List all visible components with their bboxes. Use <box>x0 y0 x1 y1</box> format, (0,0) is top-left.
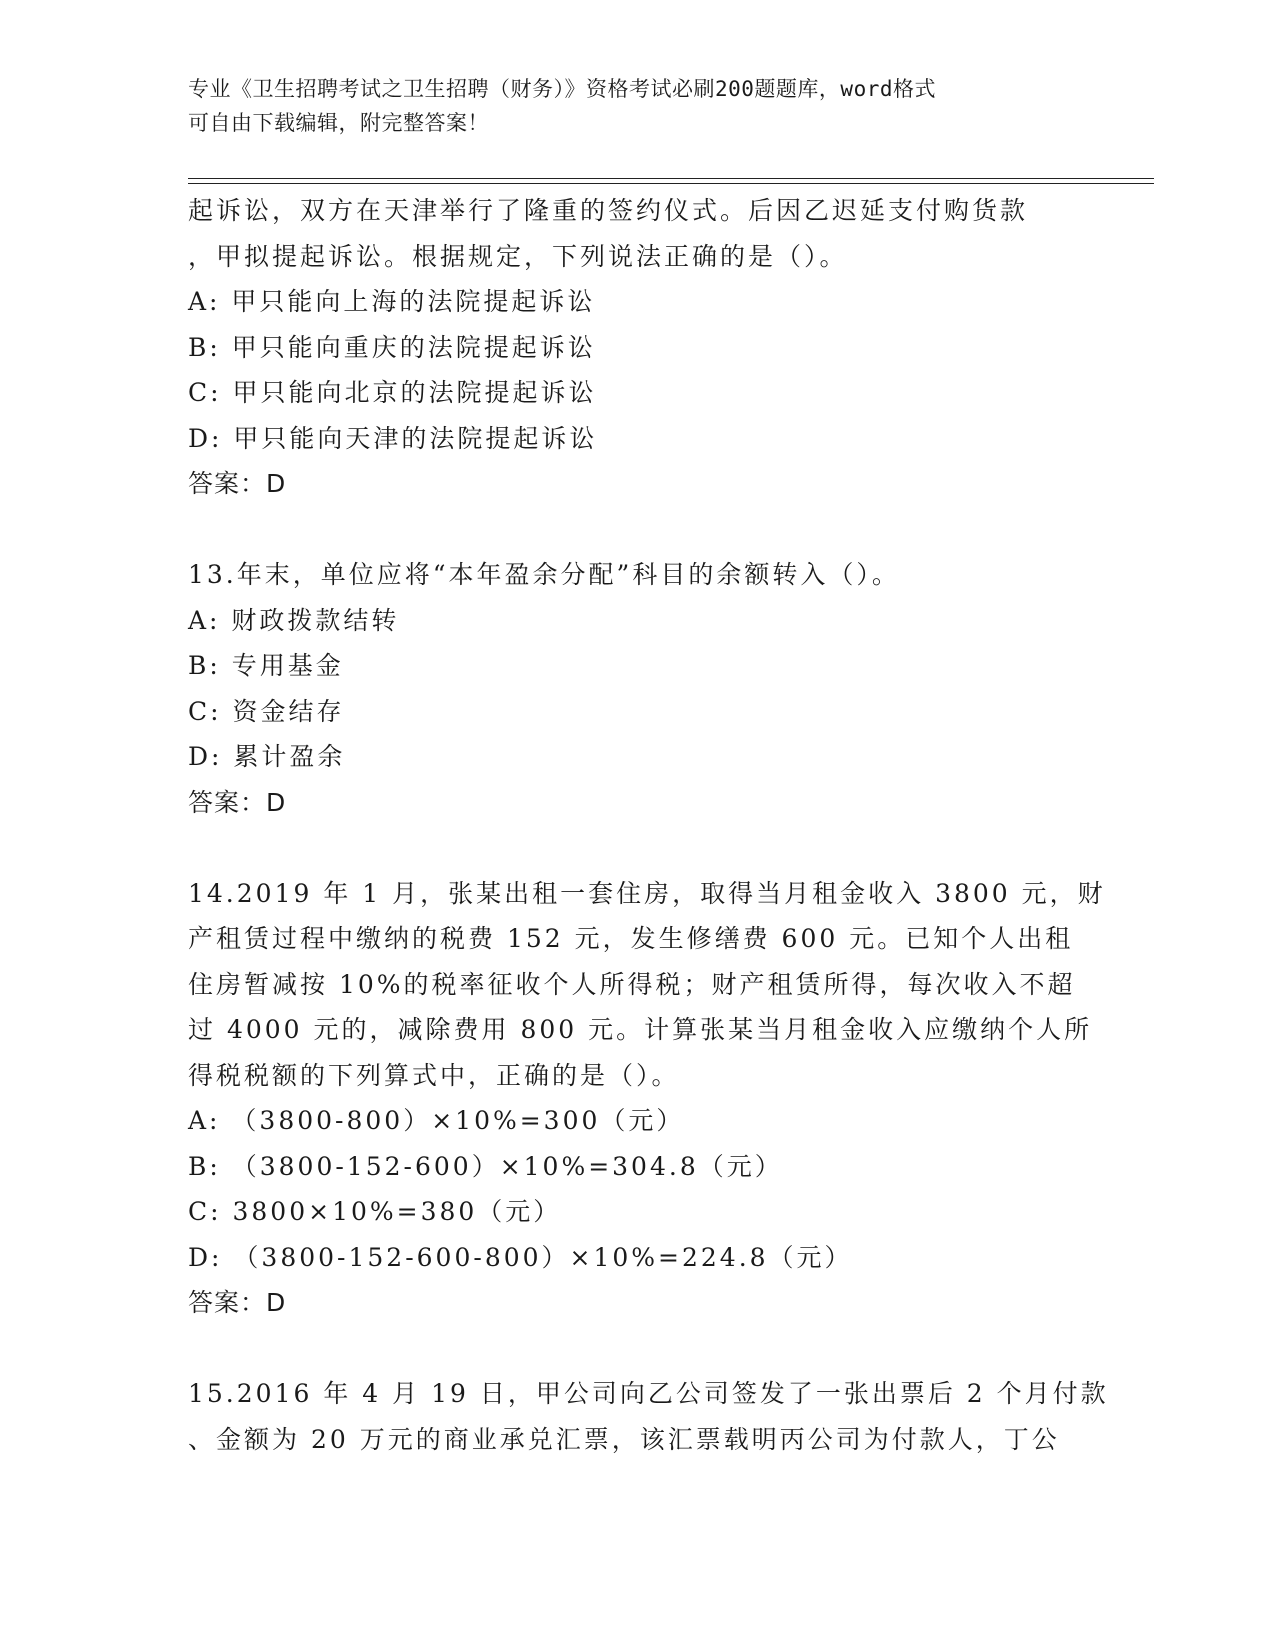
header-divider-bottom <box>188 183 1154 184</box>
question-stem-line: 13.年末，单位应将“本年盈余分配”科目的余额转入（）。 <box>188 560 900 589</box>
document-header <box>188 72 1088 140</box>
option-b: B: （3800-152-600）×10%=304.8（元） <box>188 1151 783 1181</box>
question-stem-line: 14.2019 年 1 月，张某出租一套住房，取得当月租金收入 3800 元，财 <box>188 878 1106 908</box>
question-stem-line: ，甲拟提起诉讼。根据规定，下列说法正确的是（）。 <box>188 241 848 271</box>
question-stem-line: 住房暂减按 10%的税率征收个人所得税；财产租赁所得，每次收入不超 <box>188 969 1076 999</box>
question-13 <box>188 552 1088 825</box>
question-stem-line: 起诉讼，双方在天津举行了隆重的签约仪式。后因乙迟延支付购货款 <box>188 196 1029 225</box>
header-title-line-2: 可自由下载编辑，附完整答案！ <box>188 111 489 135</box>
option-a: A: 财政拨款结转 <box>188 605 400 635</box>
question-spacer <box>188 1326 1088 1372</box>
option-d: D: 累计盈余 <box>188 742 346 771</box>
option-b: B: 甲只能向重庆的法院提起诉讼 <box>188 332 596 362</box>
document-body <box>188 188 1109 1462</box>
option-a: A: 甲只能向上海的法院提起诉讼 <box>188 287 596 316</box>
option-b: B: 专用基金 <box>188 651 344 680</box>
question-stem-line: 得税税额的下列算式中，正确的是（）。 <box>188 1060 680 1090</box>
question-spacer <box>188 825 1088 871</box>
answer-line: 答案：D <box>188 787 287 817</box>
option-c: C: 资金结存 <box>188 696 345 726</box>
question-stem-line: 产租赁过程中缴纳的税费 152 元，发生修缮费 600 元。已知个人出租 <box>188 924 1074 953</box>
header-title-line-1: 专业《卫生招聘考试之卫生招聘（财务）》资格考试必刷200题题库，word格式 <box>188 77 936 101</box>
question-14 <box>188 871 1106 1326</box>
question-stem-line: 过 4000 元的，减除费用 800 元。计算张某当月租金收入应缴纳个人所 <box>188 1015 1093 1044</box>
option-a: A: （3800-800）×10%=300（元） <box>188 1106 685 1135</box>
question-12 <box>188 188 1088 507</box>
question-stem-line: 15.2016 年 4 月 19 日，甲公司向乙公司签发了一张出票后 2 个月付款 <box>188 1379 1109 1408</box>
header-divider-top <box>188 178 1154 179</box>
answer-line: 答案：D <box>188 1288 287 1317</box>
answer-line: 答案：D <box>188 469 287 498</box>
option-d: D: （3800-152-600-800）×10%=224.8（元） <box>188 1242 853 1272</box>
question-stem-line: 、金额为 20 万元的商业承兑汇票，该汇票载明丙公司为付款人，丁公 <box>188 1424 1060 1454</box>
option-c: C: 甲只能向北京的法院提起诉讼 <box>188 378 597 407</box>
option-d: D: 甲只能向天津的法院提起诉讼 <box>188 423 598 453</box>
question-spacer <box>188 507 1088 553</box>
question-15 <box>188 1371 1109 1462</box>
option-c: C: 3800×10%=380（元） <box>188 1197 562 1226</box>
